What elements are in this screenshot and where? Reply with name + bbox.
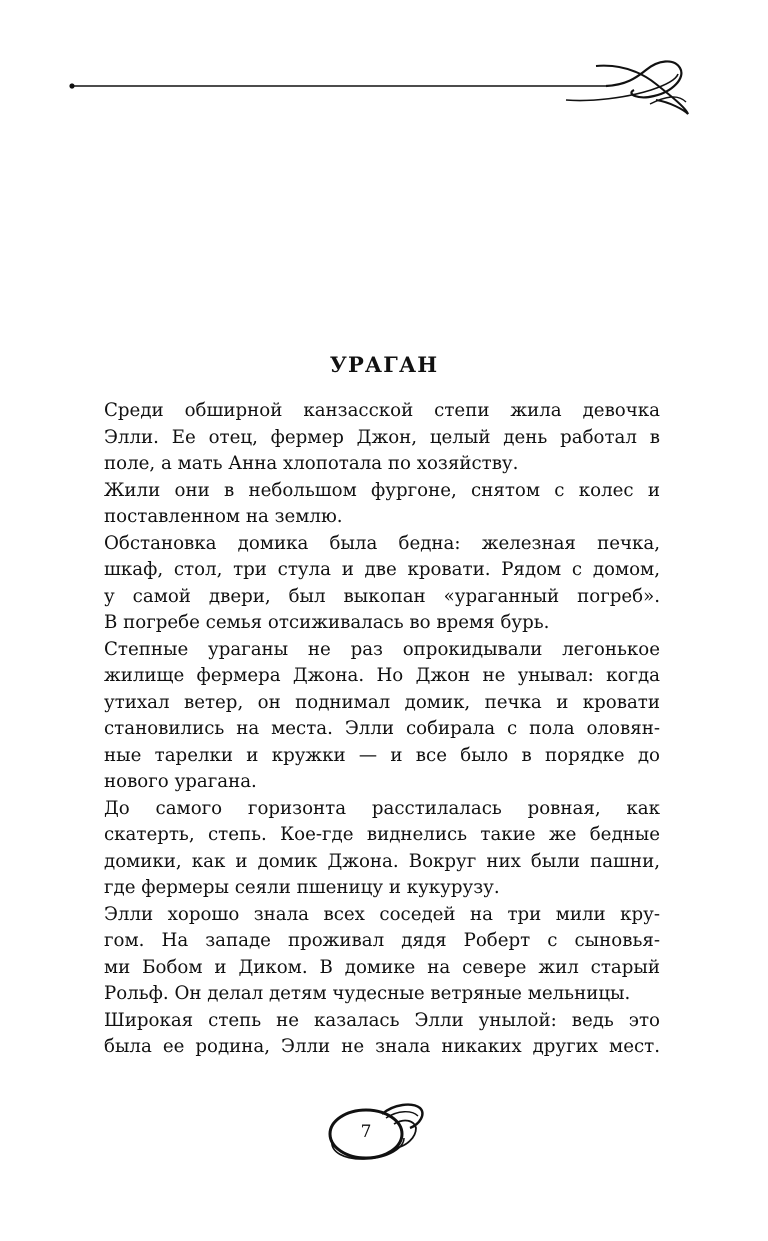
text-line: жилище фермера Джона. Но Джон не унывал: когда [104, 665, 660, 686]
text-line: ные тарелки и кружки — и все было в порядке до [104, 744, 660, 766]
paragraph [72, 902, 660, 1008]
text-line: утихал ветер, он поднимал домик, печка и кровати [104, 691, 660, 713]
text-line: поле, а мать Анна хлопотала по хозяйству. [104, 453, 519, 474]
text-line: скатерть, степь. Кое-где виднелись такие же бедные [104, 824, 660, 845]
text-line: Рольф. Он делал детям чудесные ветряные мельницы. [104, 983, 631, 1004]
text-line: нового урагана. [104, 771, 257, 792]
paragraph [72, 637, 660, 796]
text-line: До самого горизонта расстилалась ровная, как [104, 797, 660, 819]
paragraph [72, 398, 660, 478]
text-line: Широкая степь не казалась Элли унылой: ведь это [104, 1009, 660, 1031]
paragraph [72, 1008, 660, 1061]
text-line: Среди обширной канзасской степи жила девочка [104, 400, 660, 421]
flourish-rule-icon [66, 50, 696, 120]
text-line: где фермеры сеяли пшеницу и кукурузу. [104, 877, 500, 898]
page-number: 7 [360, 1122, 372, 1142]
text-line: была ее родина, Элли не знала никаких других мест. [104, 1036, 660, 1057]
text-line: ми Бобом и Диком. В домике на севере жил старый [104, 956, 660, 978]
paragraph [72, 478, 660, 531]
text-line: поставленном на землю. [104, 506, 343, 527]
chapter-title: УРАГАН [329, 352, 439, 377]
text-line: Степные ураганы не раз опрокидывали легонькое [104, 638, 660, 660]
text-line: у самой двери, был выкопан «ураганный погреб». [104, 585, 660, 607]
text-line: шкаф, стол, три стула и две кровати. Рядом с домом, [104, 559, 660, 580]
text-line: Элли хорошо знала всех соседей на три мили кру- [104, 903, 660, 925]
text-line: Элли. Ее отец, фермер Джон, целый день работал в [104, 426, 660, 448]
text-line: гом. На западе проживал дядя Роберт с сыновья- [104, 930, 660, 951]
text-line: В погребе семья отсиживалась во время бурь. [104, 612, 550, 633]
body-text [72, 398, 660, 1061]
text-line: Жили они в небольшом фургоне, снятом с колес и [104, 479, 660, 501]
paragraph [72, 531, 660, 637]
paragraph [72, 796, 660, 902]
text-line: становились на места. Элли собирала с пола оловян- [104, 718, 660, 739]
text-line: домики, как и домик Джона. Вокруг них были пашни, [104, 850, 660, 872]
text-line: Обстановка домика была бедна: железная печка, [104, 532, 660, 554]
